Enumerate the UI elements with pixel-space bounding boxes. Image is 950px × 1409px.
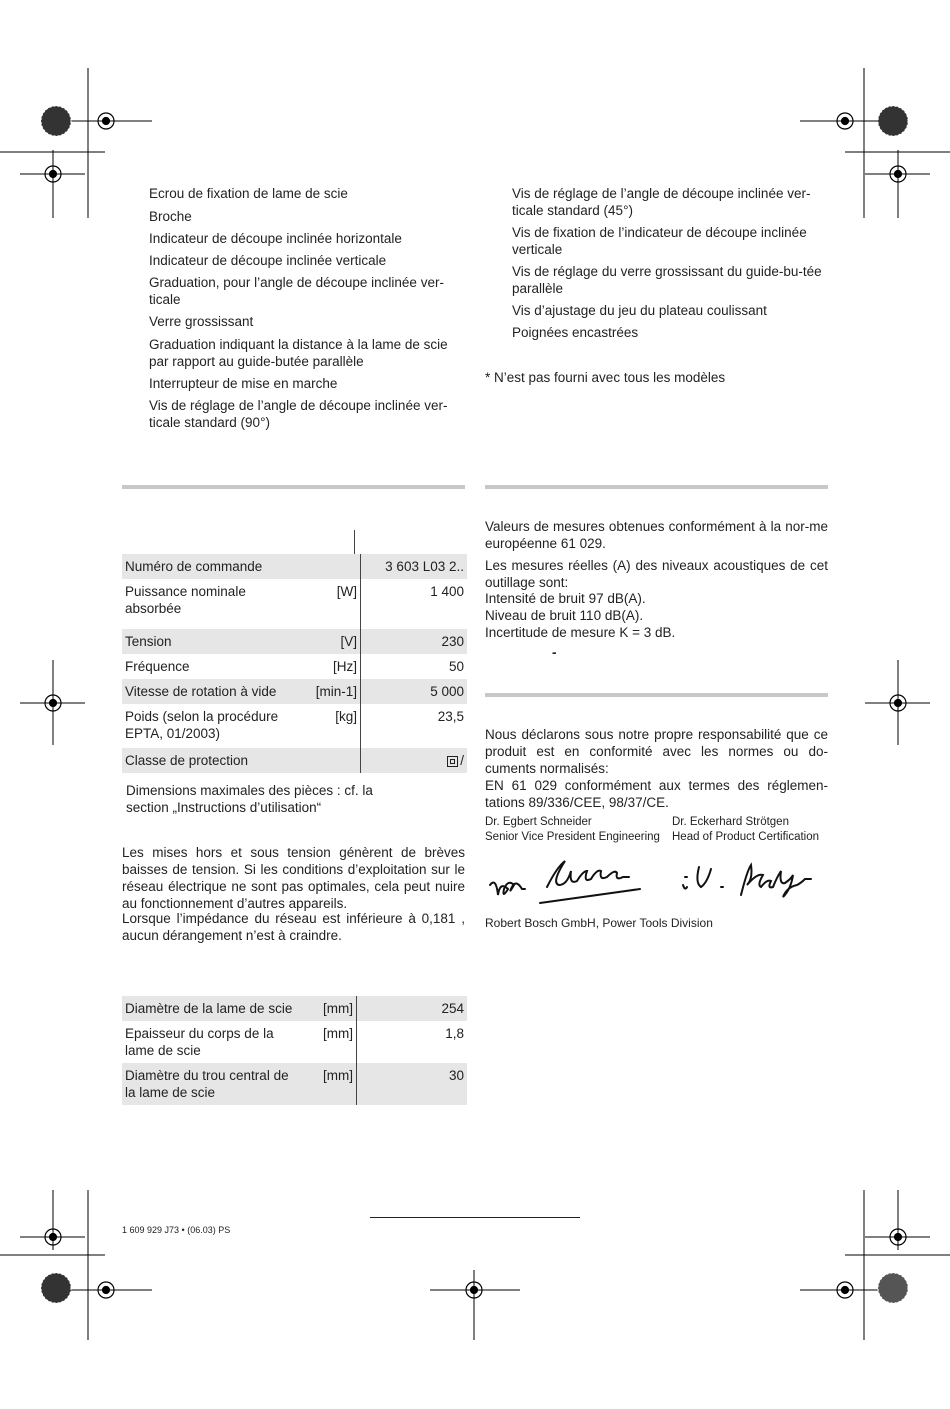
row-label: Vitesse de rotation à vide: [122, 679, 308, 704]
parts-left-item: Ecrou de fixation de lame de scie: [149, 186, 348, 201]
table-row: [122, 704, 467, 748]
row-value: 5 000: [361, 679, 468, 704]
row-label: Diamètre de la lame de scie: [122, 996, 304, 1021]
table-divider: [354, 530, 355, 554]
section-rule: [485, 693, 828, 697]
table-row: [122, 554, 467, 579]
noise-line: Incertitude de mesure K = 3 dB.: [485, 625, 676, 640]
row-unit: [mm]: [304, 1063, 357, 1105]
row-value: 50: [448, 659, 464, 674]
row-label: Diamètre du trou central de la lame de scie: [122, 1063, 304, 1105]
row-unit: [mm]: [304, 1021, 357, 1063]
parts-left-item: Broche: [149, 209, 192, 224]
protection-class-icon: [447, 756, 458, 767]
table-row: [122, 679, 467, 704]
signer1-name: Dr. Egbert Schneider: [485, 816, 592, 828]
table-row: [122, 1021, 467, 1063]
parts-right-item: Vis de réglage du verre grossissant du guide-bu-tée parallèle: [512, 264, 822, 296]
row-value: 30: [357, 1063, 468, 1105]
row-label: Tension: [122, 629, 308, 654]
noise-dash: -: [552, 645, 557, 660]
row-label: Puissance nominale absorbée: [125, 584, 246, 616]
section-rule: [485, 485, 828, 489]
row-label: Epaisseur du corps de la lame de scie: [125, 1026, 274, 1058]
row-value: 1 400: [430, 584, 464, 599]
row-label: Fréquence: [125, 659, 190, 674]
table-row: [122, 654, 467, 679]
noise-line: Niveau de bruit 110 dB(A).: [485, 608, 644, 623]
noise-intro: Valeurs de mesures obtenues conformément à la nor-me européenne 61 029.: [485, 519, 828, 551]
parts-left-item: Graduation, pour l’angle de découpe inclinée ver-ticale: [149, 275, 444, 307]
parts-left-item: Indicateur de découpe inclinée horizontale: [149, 231, 402, 246]
row-value: 23,5: [437, 709, 464, 724]
table-row: [122, 579, 467, 629]
parts-left-item: Interrupteur de mise en marche: [149, 376, 338, 391]
signatures: [485, 855, 825, 915]
footer-rule: [370, 1217, 580, 1218]
signer2-title: Head of Product Certification: [672, 831, 820, 843]
row-value: 254: [357, 996, 468, 1021]
technical-data-table: [122, 554, 467, 773]
conformity-standard: EN 61 029 conformément aux termes des réglemen-tations 89/336/CEE, 98/37/CE.: [485, 778, 828, 810]
row-label: Poids (selon la procédure EPTA, 01/2003): [125, 709, 279, 741]
row-label: Classe de protection: [122, 748, 308, 773]
blade-data-table: [122, 996, 467, 1105]
parts-right-item: Poignées encastrées: [512, 325, 639, 340]
company-name: Robert Bosch GmbH, Power Tools Division: [485, 916, 713, 930]
parts-left-item: Graduation indiquant la distance à la lame de scie par rapport au guide-butée parallèle: [149, 337, 448, 369]
network-text: Les mises hors et sous tension génèrent de brèves baisses de tension. Si les conditions d’exploitation sur le réseau électrique ne sont pas optimales, cela peut nuire au fonctionnement d’autres appareils.: [122, 845, 465, 911]
signer2-name: Dr. Eckerhard Strötgen: [672, 816, 789, 828]
row-value: 1,8: [445, 1026, 464, 1041]
parts-left-item: Indicateur de découpe inclinée verticale: [149, 253, 387, 268]
row-unit: [V]: [308, 629, 361, 654]
row-unit: [kg]: [308, 704, 361, 748]
impedance-text: Lorsque l’impédance du réseau est inférieure à 0,181 , aucun dérangement n’est à craindre.: [122, 911, 465, 943]
footer-code: 1 609 929 J73 • (06.03) PS: [122, 1225, 231, 1235]
footnote: * N’est pas fourni avec tous les modèles: [485, 370, 726, 385]
section-rule: [122, 485, 465, 489]
table-row: [122, 629, 467, 654]
noise-line: Intensité de bruit 97 dB(A).: [485, 591, 646, 606]
parts-right-item: Vis de fixation de l’indicateur de découpe inclinée verticale: [512, 225, 807, 257]
noise-line: Les mesures réelles (A) des niveaux acoustiques de cet outillage sont:: [485, 558, 828, 590]
row-unit: [min-1]: [308, 679, 361, 704]
table-row: [122, 996, 467, 1021]
parts-left-item: Vis de réglage de l’angle de découpe inclinée ver-ticale standard (90°): [149, 398, 448, 430]
table-row: [122, 748, 467, 773]
row-label: Numéro de commande: [122, 554, 308, 579]
signer1-title: Senior Vice President Engineering: [485, 831, 660, 843]
row-value: 3 603 L03 2..: [361, 554, 468, 579]
row-unit: [308, 554, 361, 579]
conformity-text: Nous déclarons sous notre propre responsabilité que ce produit est en conformité avec les normes ou do-cuments normalisés:: [485, 727, 828, 776]
row-unit: [W]: [308, 579, 361, 629]
row-value: /: [460, 753, 464, 768]
row-unit: [Hz]: [308, 654, 361, 679]
row-value: 230: [361, 629, 468, 654]
parts-right-item: Vis de réglage de l’angle de découpe inclinée ver-ticale standard (45°): [512, 186, 811, 218]
dimensions-note: Dimensions maximales des pièces : cf. la section „Instructions d’utilisation“: [126, 783, 373, 815]
row-unit: [mm]: [304, 996, 357, 1021]
parts-left-item: Verre grossissant: [149, 314, 254, 329]
parts-right-item: Vis d’ajustage du jeu du plateau coulissant: [512, 303, 767, 318]
table-row: [122, 1063, 467, 1105]
